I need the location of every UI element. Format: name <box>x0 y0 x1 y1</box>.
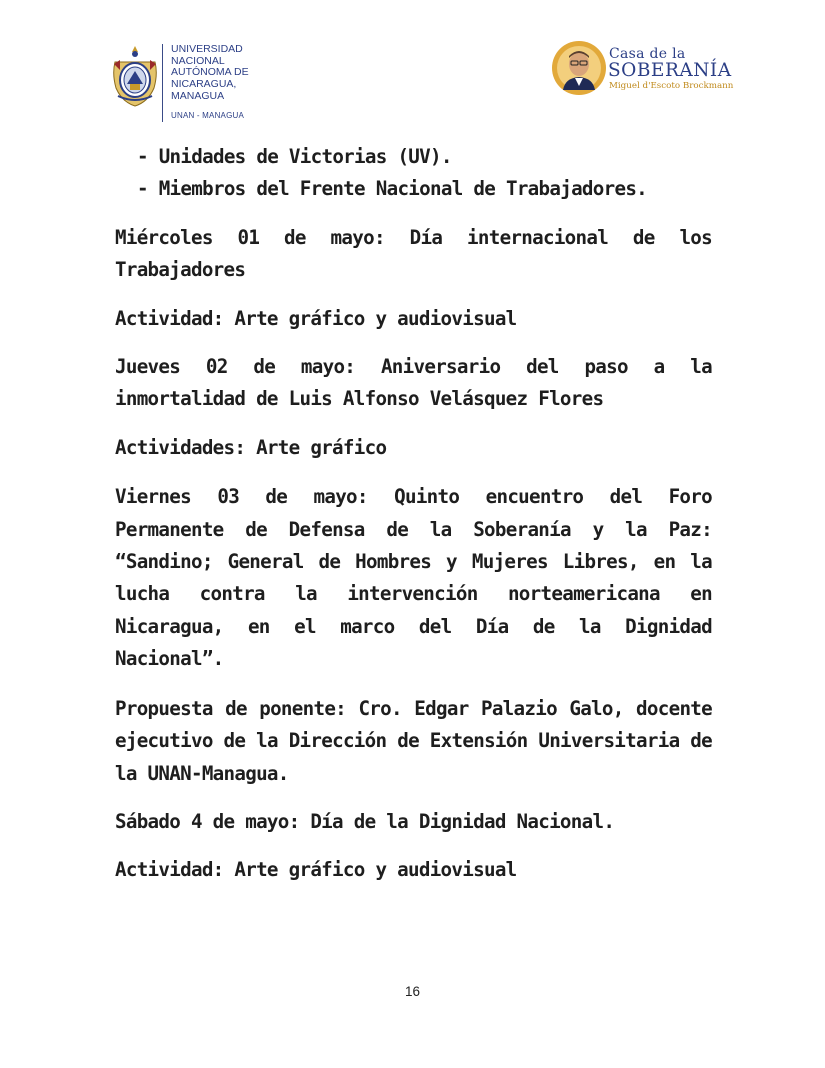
unan-seal-icon <box>110 44 160 108</box>
paragraph-jueves: Jueves 02 de mayo: Aniversario del paso a la inmortalidad de Luis Alfonso Velásquez Flores <box>115 355 712 411</box>
paragraph-actividades-2: Actividades: Arte gráfico <box>115 435 387 459</box>
unan-name-line: NACIONAL <box>171 54 225 67</box>
unan-name-line: NICARAGUA, <box>171 78 237 91</box>
casa-portrait-emblem-icon <box>551 40 607 96</box>
paragraph-viernes: Viernes 03 de mayo: Quinto encuentro del Foro Permanente de Defensa de la Soberanía y la Paz: “Sandino; General de Hombres y Mujeres Libres, en la lucha contra la intervención norteamericana en Nicaragua, en el marco del Día de la Dignidad Nacional”. <box>115 485 712 671</box>
unan-name-line: MANAGUA <box>171 89 225 102</box>
unan-name-line: UNIVERSIDAD <box>171 43 243 55</box>
paragraph-miercoles: Miércoles 01 de mayo: Día internacional de los Trabajadores <box>115 225 712 282</box>
document-body <box>115 141 712 887</box>
casa-title-line3: Miguel d'Escoto Brockmann <box>609 81 734 91</box>
paragraph-sabado: Sábado 4 de mayo: Día de la Dignidad Nacional. <box>115 809 615 833</box>
list-item: - Unidades de Victorias (UV). <box>137 145 452 168</box>
paragraph-actividad-3: Actividad: Arte gráfico y audiovisual <box>115 858 517 882</box>
unan-subtitle: UNAN - MANAGUA <box>171 111 245 120</box>
page-header <box>0 0 825 130</box>
unan-name <box>171 44 249 103</box>
paragraph-propuesta-ponente: Propuesta de ponente: Cro. Edgar Palazio Galo, docente ejecutivo de la Dirección de Extensión Universitaria de la UNAN-Managua. <box>115 696 712 785</box>
casa-title-line2: SOBERANÍA <box>608 60 732 81</box>
casa-title-line1: Casa de la <box>609 46 686 62</box>
header-divider <box>162 44 163 122</box>
page-number: 16 <box>404 984 421 999</box>
paragraph-actividad-1: Actividad: Arte gráfico y audiovisual <box>115 306 517 330</box>
unan-name-line: AUTÓNOMA DE <box>171 66 249 79</box>
bullet-list <box>115 141 712 206</box>
list-item: - Miembros del Frente Nacional de Trabajadores. <box>137 177 648 201</box>
